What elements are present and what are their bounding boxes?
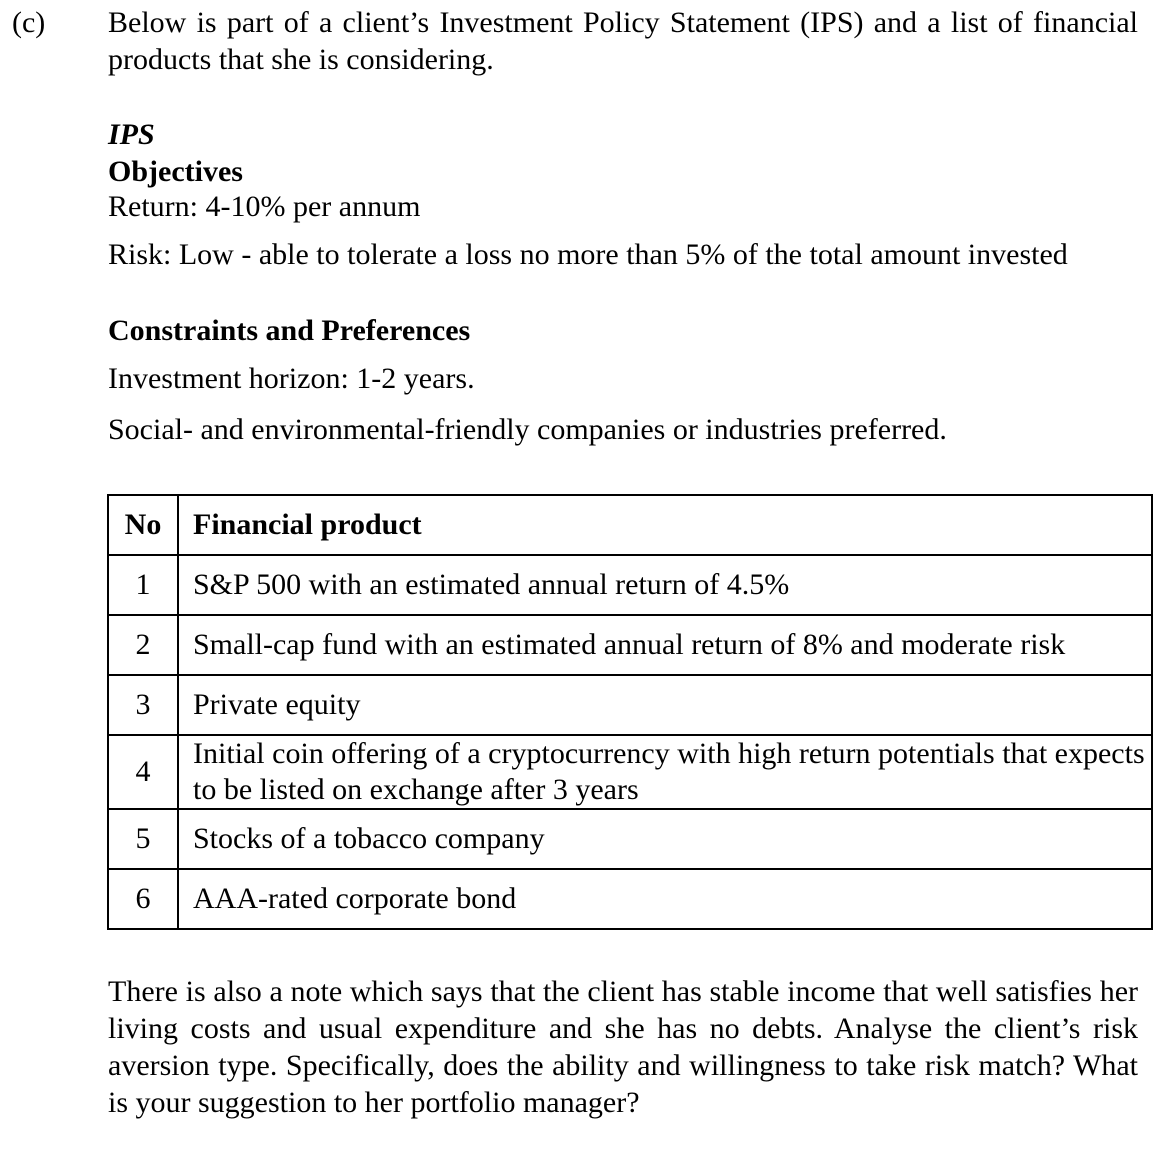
financial-products-table [107,494,1153,930]
table-header-row [108,495,1152,555]
investment-horizon: Investment horizon: 1-2 years. [108,362,475,395]
table-row [108,675,1152,735]
question-intro: Below is part of a client’s Investment Policy Statement (IPS) and a list of financial products that she is considering. [108,6,1138,76]
question-label: (c) [12,6,46,39]
table-row [108,869,1152,929]
header-no: No [108,495,178,555]
row-number: 6 [108,869,178,929]
header-financial-product: Financial product [178,495,1152,555]
row-number: 3 [108,675,178,735]
product-cell: Initial coin offering of a cryptocurrency with high return potentials that expects to be listed on exchange after 3 years [178,735,1152,809]
row-number: 4 [108,735,178,809]
table-row [108,735,1152,809]
product-cell: Stocks of a tobacco company [178,809,1152,869]
client-note-question: There is also a note which says that the client has stable income that well satisfies her living costs and usual expenditure and she has no debts. Analyse the client’s risk aversion type. Specifically, does the ability and willingness to take risk match? What is your suggestion to her portfolio manager? [108,975,1138,1119]
risk-objective: Risk: Low - able to tolerate a loss no more than 5% of the total amount invested [108,238,1068,271]
row-number: 1 [108,555,178,615]
row-number: 5 [108,809,178,869]
table-row [108,809,1152,869]
product-cell: AAA-rated corporate bond [178,869,1152,929]
ips-title: IPS [108,118,155,151]
product-cell: S&P 500 with an estimated annual return of 4.5% [178,555,1152,615]
objectives-heading: Objectives [108,155,243,188]
row-number: 2 [108,615,178,675]
table-row [108,555,1152,615]
constraints-heading: Constraints and Preferences [108,314,471,347]
table-row [108,615,1152,675]
return-objective: Return: 4-10% per annum [108,190,421,223]
product-cell: Small-cap fund with an estimated annual return of 8% and moderate risk [178,615,1152,675]
esg-preference: Social- and environmental-friendly companies or industries preferred. [108,413,947,446]
product-cell: Private equity [178,675,1152,735]
